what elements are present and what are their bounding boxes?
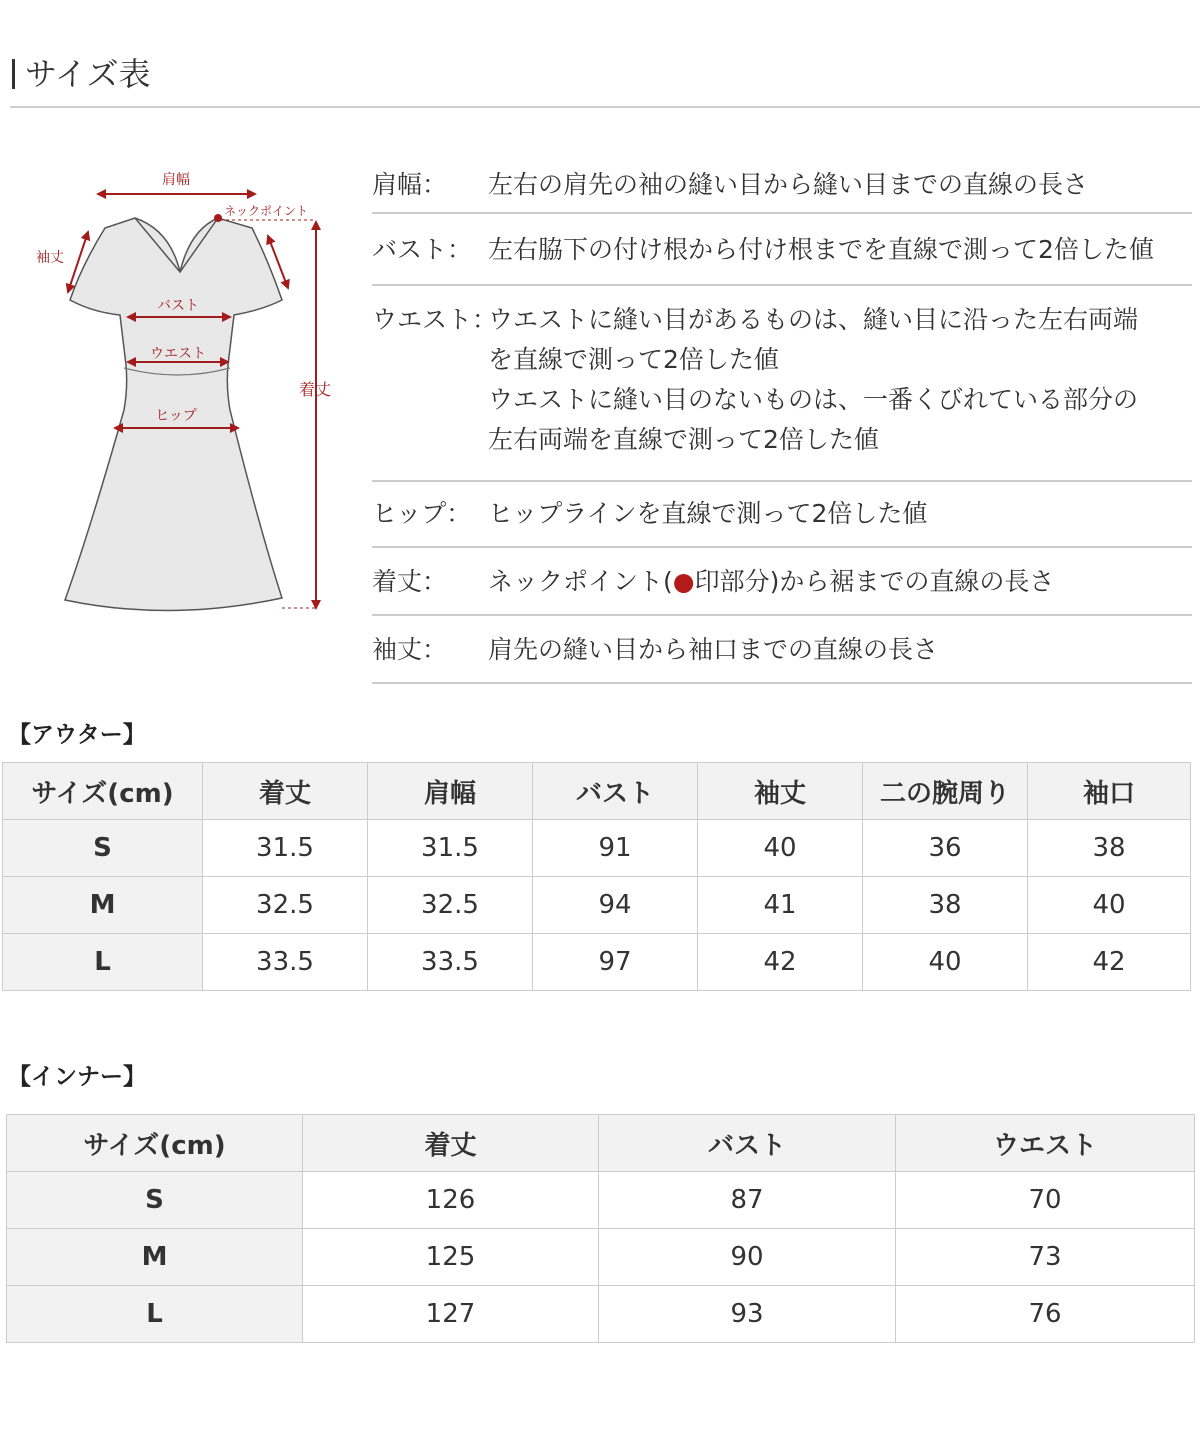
page-title-text: サイズ表 <box>25 55 151 93</box>
table-cell: 125 <box>303 1229 599 1286</box>
neck-point-dot <box>214 214 222 222</box>
garment-diagram <box>20 160 350 630</box>
table-cell: 40 <box>863 934 1028 991</box>
table-cell: 76 <box>896 1286 1195 1343</box>
definition-term: 袖丈： <box>372 635 448 664</box>
definition-line: ウエストに縫い目があるものは、縫い目に沿った左右両端 <box>488 305 1139 334</box>
definition-length <box>372 548 1192 616</box>
inner-size-table <box>6 1114 1195 1343</box>
definition-term: ウエスト： <box>372 305 498 334</box>
shoulder-label: 肩幅 <box>162 172 190 188</box>
table-cell: 41 <box>698 877 863 934</box>
measurement-definitions <box>372 158 1192 684</box>
table-cell: 33.5 <box>368 934 533 991</box>
definition-text <box>488 616 1192 670</box>
size-cell: S <box>3 820 203 877</box>
table-cell: 126 <box>303 1172 599 1229</box>
size-cell: S <box>7 1172 303 1229</box>
table-cell: 97 <box>533 934 698 991</box>
column-header: 袖丈 <box>698 763 863 820</box>
definition-shoulder <box>372 158 1192 214</box>
definition-line: ヒップラインを直線で測って2倍した値 <box>488 499 928 528</box>
table-cell: 31.5 <box>368 820 533 877</box>
table-cell: 33.5 <box>203 934 368 991</box>
size-cell: M <box>3 877 203 934</box>
column-header: サイズ(cm) <box>7 1115 303 1172</box>
column-header: 二の腕周り <box>863 763 1028 820</box>
definition-line: 左右の肩先の袖の縫い目から縫い目までの直線の長さ <box>488 170 1089 199</box>
table-header-row <box>7 1115 1195 1172</box>
definition-line: を直線で測って2倍した値 <box>488 345 779 374</box>
table-cell: 87 <box>599 1172 896 1229</box>
column-header: 着丈 <box>303 1115 599 1172</box>
table-row <box>7 1229 1195 1286</box>
table-row <box>7 1286 1195 1343</box>
title-divider <box>10 106 1200 108</box>
definition-text <box>488 286 1192 460</box>
hip-label: ヒップ <box>155 408 197 424</box>
definition-line-part: ネックポイント( <box>488 567 673 596</box>
inner-section-label: 【インナー】 <box>8 1064 146 1090</box>
size-cell: L <box>7 1286 303 1343</box>
definition-term: ヒップ： <box>372 499 472 528</box>
table-cell: 31.5 <box>203 820 368 877</box>
definition-line: 左右脇下の付け根から付け根までを直線で測って2倍した値 <box>488 235 1154 264</box>
column-header: 袖口 <box>1028 763 1191 820</box>
column-header: バスト <box>599 1115 896 1172</box>
page-title <box>12 52 150 96</box>
table-row <box>3 877 1191 934</box>
title-bar <box>12 59 15 89</box>
definition-hip <box>372 482 1192 548</box>
column-header: バスト <box>533 763 698 820</box>
table-cell: 38 <box>863 877 1028 934</box>
table-cell: 40 <box>698 820 863 877</box>
definition-line <box>488 562 1192 602</box>
table-cell: 32.5 <box>368 877 533 934</box>
table-cell: 38 <box>1028 820 1191 877</box>
outer-size-table <box>2 762 1191 991</box>
table-cell: 90 <box>599 1229 896 1286</box>
definition-text <box>488 158 1192 205</box>
table-row <box>3 934 1191 991</box>
definition-line-part: 印部分)から裾までの直線の長さ <box>694 567 1055 596</box>
definition-text <box>488 482 1192 534</box>
size-cell: L <box>3 934 203 991</box>
bust-label: バスト <box>157 298 199 314</box>
column-header: ウエスト <box>896 1115 1195 1172</box>
definition-text <box>488 214 1192 270</box>
definition-text <box>488 548 1192 602</box>
definition-sleeve <box>372 616 1192 684</box>
table-cell: 42 <box>1028 934 1191 991</box>
column-header: サイズ(cm) <box>3 763 203 820</box>
definition-term: 着丈： <box>372 567 448 596</box>
table-cell: 70 <box>896 1172 1195 1229</box>
table-cell: 42 <box>698 934 863 991</box>
waist-label: ウエスト <box>150 346 206 362</box>
outer-section-label: 【アウター】 <box>8 722 146 748</box>
table-cell: 91 <box>533 820 698 877</box>
table-cell: 73 <box>896 1229 1195 1286</box>
definition-line: 肩先の縫い目から袖口までの直線の長さ <box>488 635 939 664</box>
table-cell: 32.5 <box>203 877 368 934</box>
table-cell: 94 <box>533 877 698 934</box>
sleeve-label: 袖丈 <box>36 250 64 266</box>
neck-point-marker: ● <box>672 567 695 596</box>
definition-line: ウエストに縫い目のないものは、一番くびれている部分の <box>488 385 1139 414</box>
table-cell: 127 <box>303 1286 599 1343</box>
definition-waist <box>372 286 1192 482</box>
table-row <box>3 820 1191 877</box>
definition-line: 左右両端を直線で測って2倍した値 <box>488 425 879 454</box>
table-cell: 40 <box>1028 877 1191 934</box>
size-cell: M <box>7 1229 303 1286</box>
definition-term: バスト： <box>372 235 473 264</box>
table-cell: 93 <box>599 1286 896 1343</box>
neck-point-label: ネックポイント <box>224 204 309 218</box>
column-header: 肩幅 <box>368 763 533 820</box>
table-cell: 36 <box>863 820 1028 877</box>
column-header: 着丈 <box>203 763 368 820</box>
table-header-row <box>3 763 1191 820</box>
definition-term: 肩幅： <box>372 170 448 199</box>
table-row <box>7 1172 1195 1229</box>
length-label: 着丈 <box>298 380 332 399</box>
definition-bust <box>372 214 1192 286</box>
